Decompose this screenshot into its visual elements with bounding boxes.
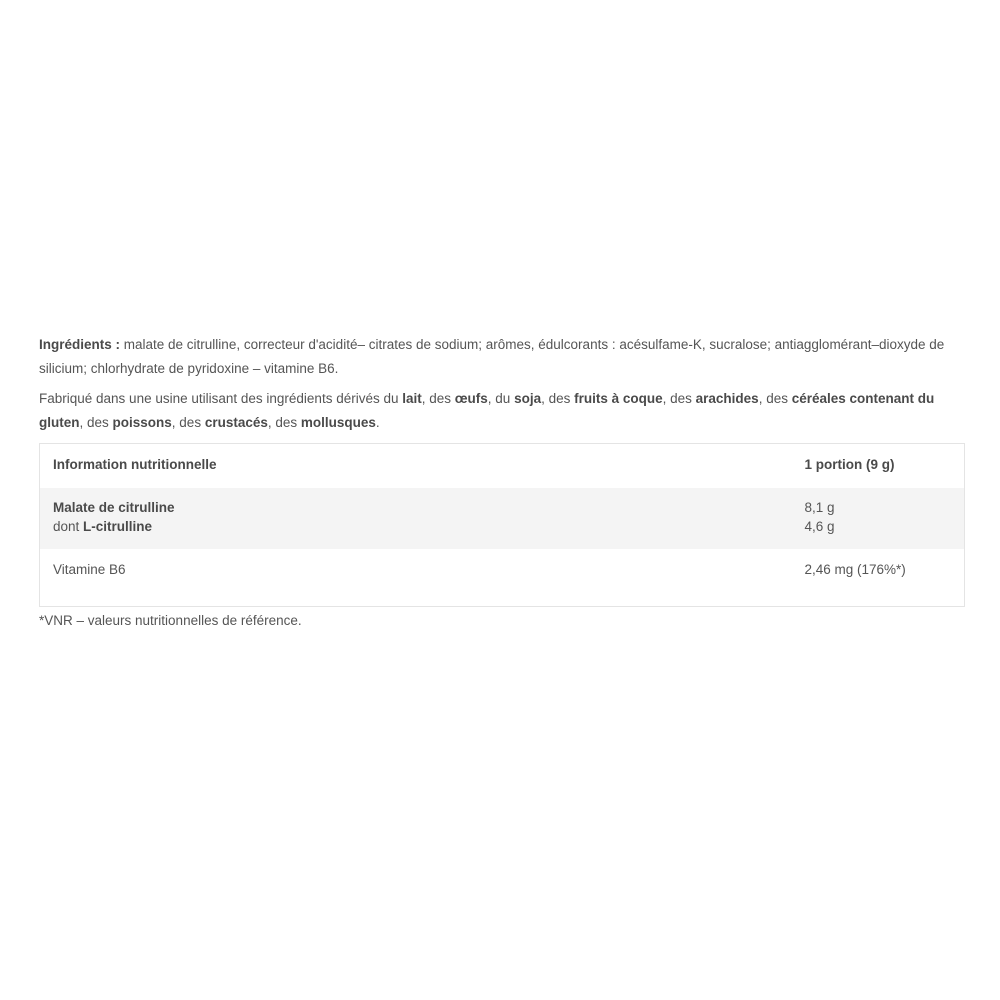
allergen-text: , des [171,415,205,430]
nutrient-value: 8,1 g [804,499,835,515]
allergen-text: , des [79,415,113,430]
nutrient-value-cell [792,488,965,549]
nutrient-sub-value: 4,6 g [804,518,835,534]
nutrition-header-row [40,444,965,488]
allergen-gluten: céréales contenant du gluten [39,391,935,430]
allergen-text: , des [267,415,301,430]
nutrient-value-cell [792,549,965,607]
nutrition-header-label [40,444,792,488]
nutrition-header-portion [792,444,965,488]
ingredients-text: malate de citrulline, correcteur d'acidité– citrates de sodium; arômes, édulcorants : acésulfame-K, sucralose; antiagglomérant–dioxyde de silicium; chlorhydrate de pyridoxine – vitamine B6. [39,337,945,376]
nutrient-name-cell [40,488,792,549]
allergen-crustaceans: crustacés [204,415,268,430]
allergen-text: Fabriqué dans une usine utilisant des ingrédients dérivés du [39,391,403,406]
allergen-milk: lait [402,391,422,406]
allergen-text: , des [758,391,792,406]
allergen-eggs: œufs [454,391,488,406]
allergen-fish: poissons [112,415,172,430]
allergen-text: , des [541,391,575,406]
table-row [40,549,965,607]
table-row [40,488,965,549]
nutrient-name: Malate de citrulline [53,499,175,515]
nutrient-name: Vitamine B6 [53,561,126,577]
allergens-paragraph [39,387,965,435]
footnote: *VNR – valeurs nutritionnelles de référence. [39,613,302,628]
ingredients-label: Ingrédients : [39,337,121,352]
nutrition-table [39,443,965,607]
nutrient-sub-prefix: dont [53,518,84,534]
allergen-molluscs: mollusques [300,415,376,430]
allergen-soy: soja [514,391,542,406]
nutrient-value: 2,46 mg (176%*) [804,561,906,577]
allergen-nuts: fruits à coque [574,391,663,406]
nutrient-name-cell [40,549,792,607]
product-info [39,333,965,633]
nutrition-header-portion-text: 1 portion (9 g) [804,457,895,472]
allergen-peanuts: arachides [695,391,759,406]
nutrition-header-label-text: Information nutritionnelle [53,457,217,472]
allergen-text: , des [662,391,696,406]
allergen-text: , des [421,391,455,406]
allergen-text: . [375,415,380,430]
allergen-text: , du [487,391,515,406]
ingredients-paragraph [39,333,965,381]
nutrient-sub-name: L-citrulline [83,518,153,534]
